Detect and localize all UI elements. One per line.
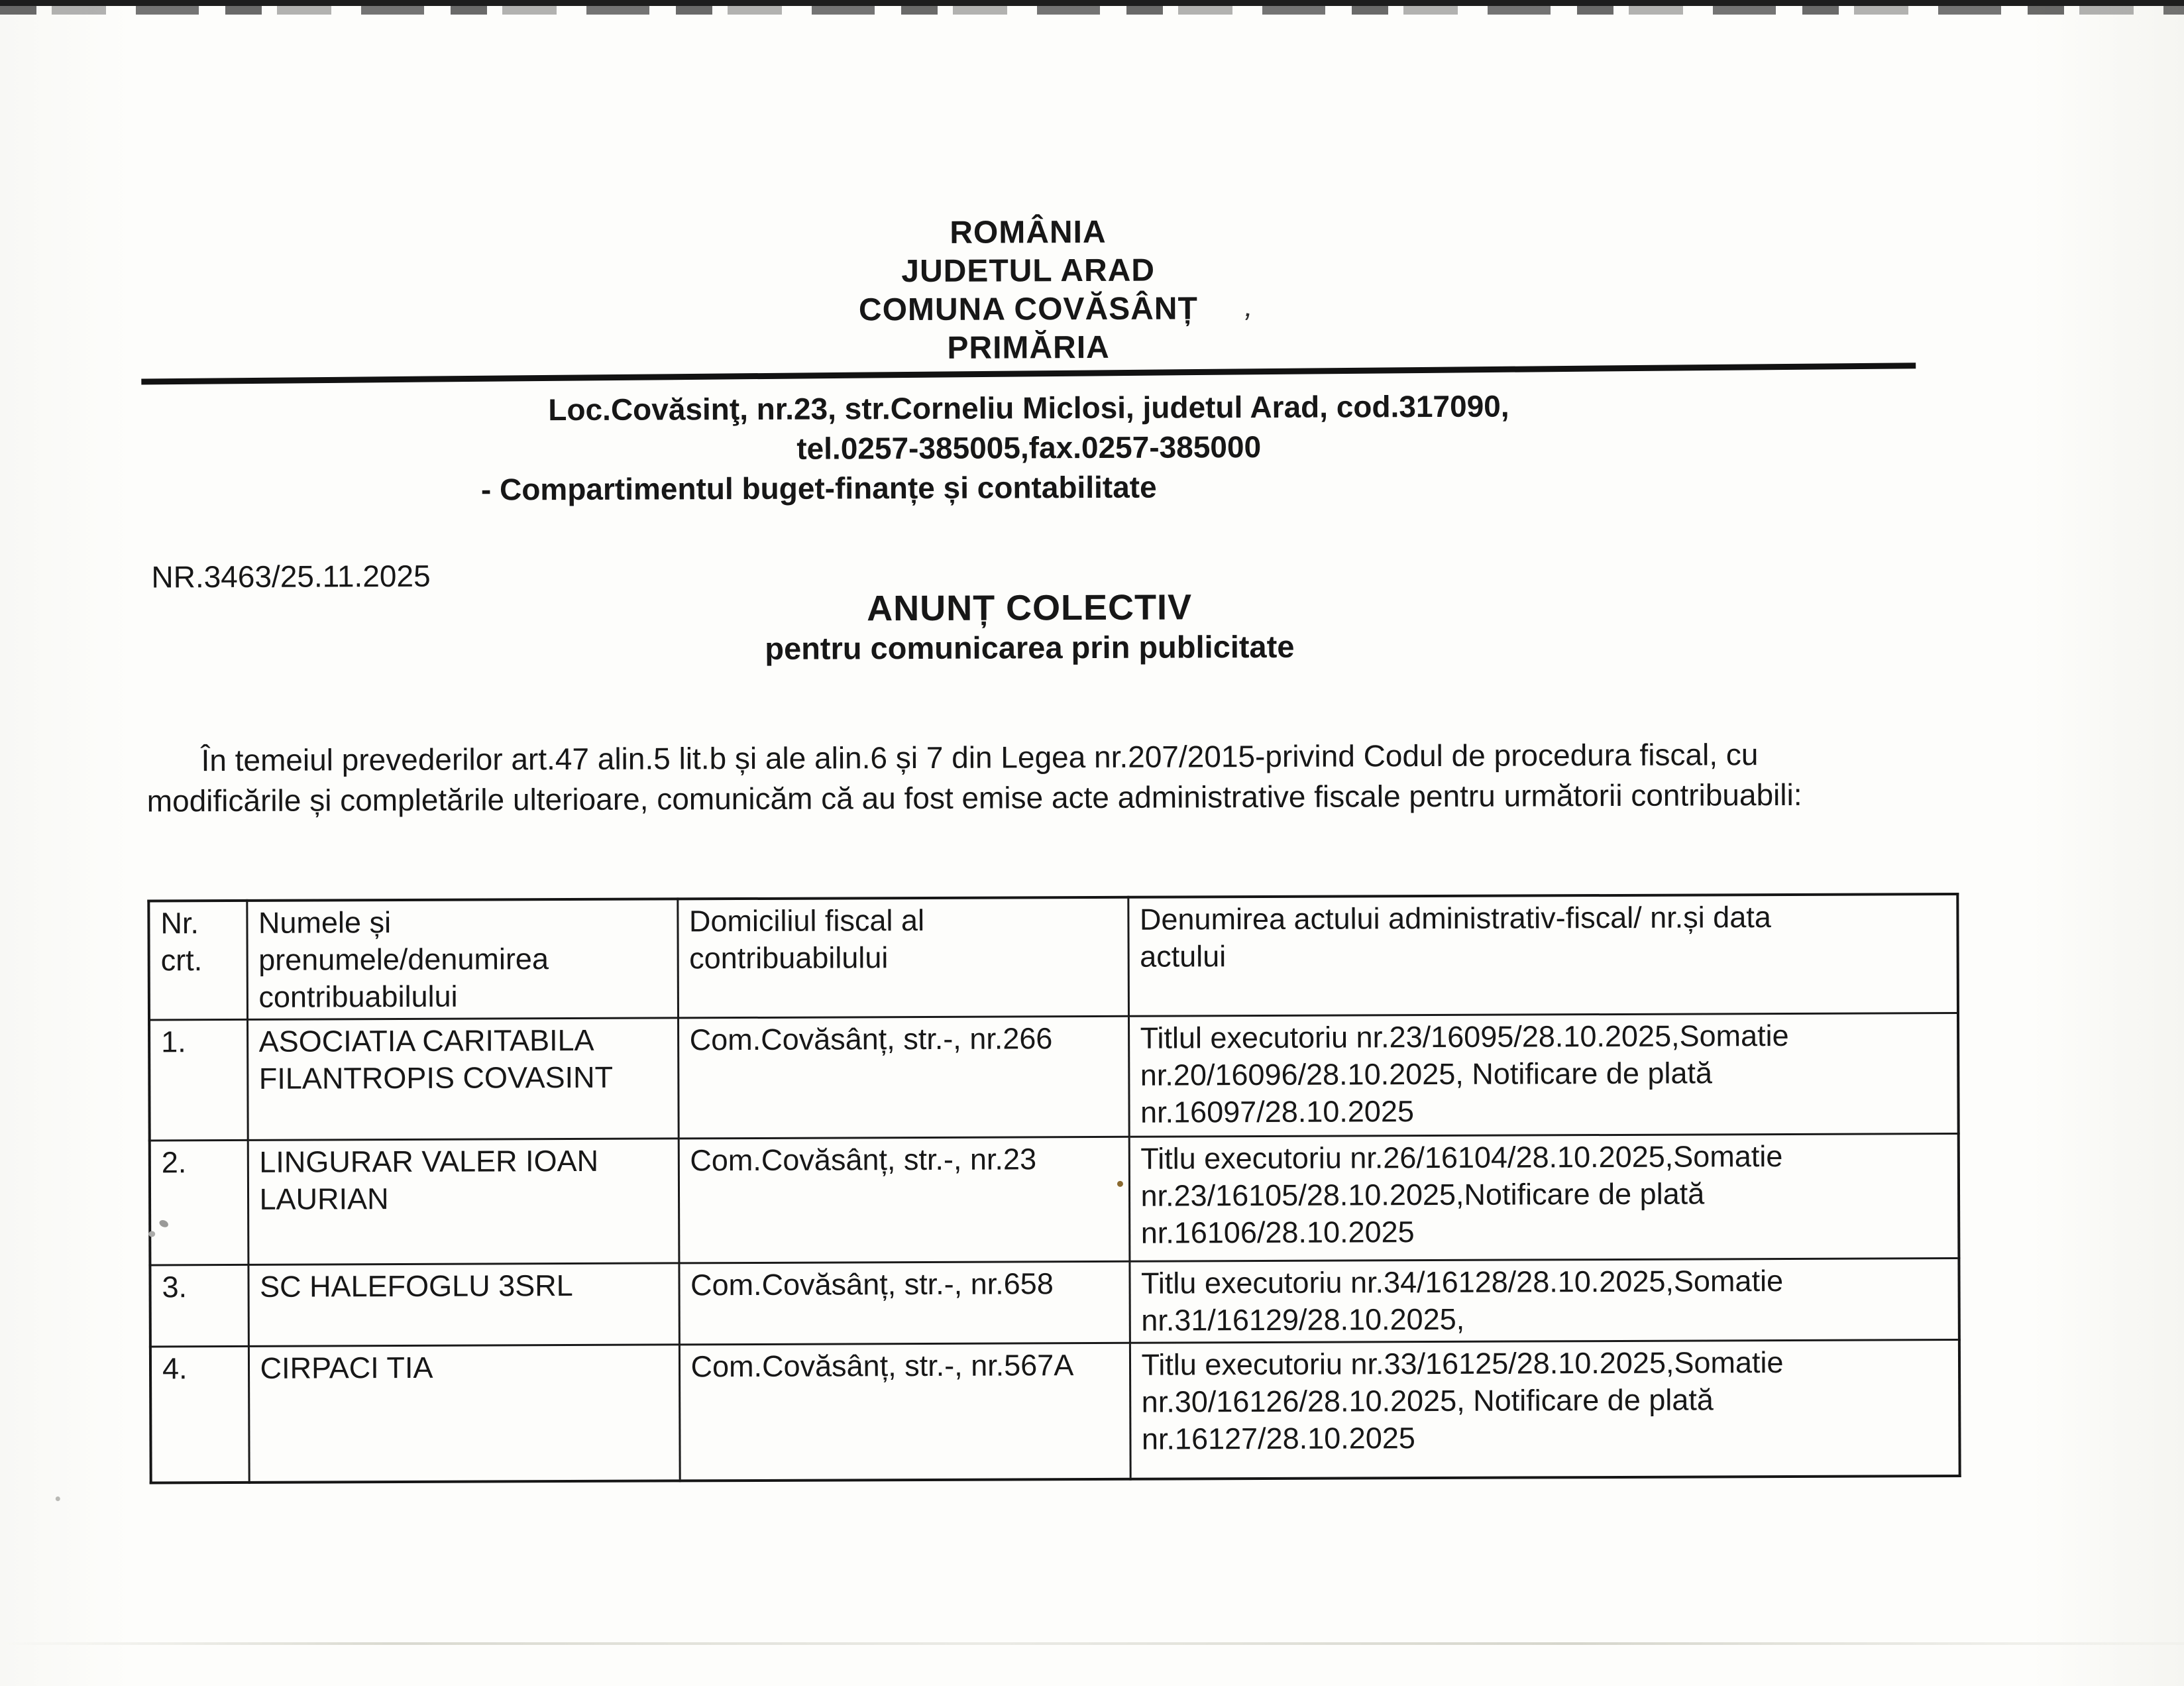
documents-cell: Titlu executoriu nr.26/16104/28.10.2025,Somatie nr.23/16105/28.10.2025,Notificare de plată nr.16106/28.10.2025: [1129, 1133, 1959, 1261]
col-header-nr: Nr. crt.: [148, 901, 247, 1020]
registration-number: NR.3463/25.11.2025: [151, 558, 431, 594]
row-number-cell: 1.: [149, 1019, 248, 1141]
header-country: ROMÂNIA: [950, 214, 1107, 251]
documents-cell: Titlu executoriu nr.33/16125/28.10.2025,Somatie nr.30/16126/28.10.2025, Notificare de plată nr.16127/28.10.2025: [1130, 1339, 1960, 1479]
scan-speck: [1117, 1181, 1123, 1187]
scan-speck: [148, 1231, 155, 1237]
name-cell: SC HALEFOGLU 3SRL: [248, 1263, 679, 1346]
col-header-address: Domiciliul fiscal al contribuabilului: [677, 897, 1128, 1018]
col-header-documents: Denumirea actului administrativ-fiscal/ nr.și data actului: [1128, 894, 1958, 1016]
header-institution: PRIMĂRIA: [947, 329, 1110, 366]
header-county: JUDETUL ARAD: [901, 253, 1156, 290]
name-cell: ASOCIATIA CARITABILA FILANTROPIS COVASINT: [247, 1018, 679, 1140]
row-number-cell: 4.: [150, 1346, 249, 1483]
department-line: - Compartimentul buget-finanțe și contabilitate: [480, 469, 1157, 507]
contribuabili-table: [147, 893, 1961, 1484]
letterhead: [0, 209, 2059, 371]
address-cell: Com.Covăsânț, str.-, nr.266: [678, 1016, 1129, 1139]
document-subtitle: pentru comunicarea prin publicitate: [765, 628, 1295, 666]
address-line-1: Loc.Covăsinţ, nr.23, str.Corneliu Miclosi, judetul Arad, cod.317090,: [548, 388, 1509, 427]
address-cell: Com.Covăsânț, str.-, nr.567A: [679, 1343, 1130, 1481]
letterhead-address: [0, 384, 2059, 471]
intro-paragraph: În temeiul prevederilor art.47 alin.5 lit.b și ale alin.6 și 7 din Legea nr.207/2015-privind Codul de procedura fiscal, cu modificările și completările ulterioare, comunicăm că au fost emise acte administrative fiscale pentru următorii contribuabili:: [146, 737, 1802, 818]
address-cell: Com.Covăsânț, str.-, nr.23: [679, 1137, 1130, 1263]
name-cell: CIRPACI TIA: [248, 1345, 680, 1482]
address-line-2: tel.0257-385005,fax.0257-385000: [796, 429, 1262, 466]
documents-cell: Titlul executoriu nr.23/16095/28.10.2025,Somatie nr.20/16096/28.10.2025, Notificare de plată nr.16097/28.10.2025: [1128, 1013, 1959, 1137]
scan-artifact-crease: [0, 1642, 2184, 1645]
documents-cell: Titlu executoriu nr.34/16128/28.10.2025,Somatie nr.31/16129/28.10.2025,: [1129, 1258, 1959, 1343]
table-row: [150, 1339, 1960, 1482]
table-header-row: [148, 894, 1958, 1020]
row-number-cell: 2.: [150, 1140, 248, 1265]
scan-speck: [56, 1496, 60, 1501]
title-block: [0, 583, 2060, 671]
document-title: ANUNȚ COLECTIV: [867, 587, 1193, 629]
col-header-name: Numele și prenumele/denumirea contribuabilului: [246, 899, 678, 1019]
address-cell: Com.Covăsânț, str.-, nr.658: [679, 1261, 1129, 1345]
scan-mark-apostrophe: ’: [1238, 306, 1253, 341]
table-row: [150, 1133, 1959, 1264]
header-commune: COMUNA COVĂSÂNȚ: [858, 291, 1198, 328]
name-cell: LINGURAR VALER IOAN LAURIAN: [248, 1139, 679, 1264]
table-row: [149, 1013, 1959, 1140]
row-number-cell: 3.: [150, 1264, 248, 1347]
table-row: [150, 1258, 1959, 1346]
